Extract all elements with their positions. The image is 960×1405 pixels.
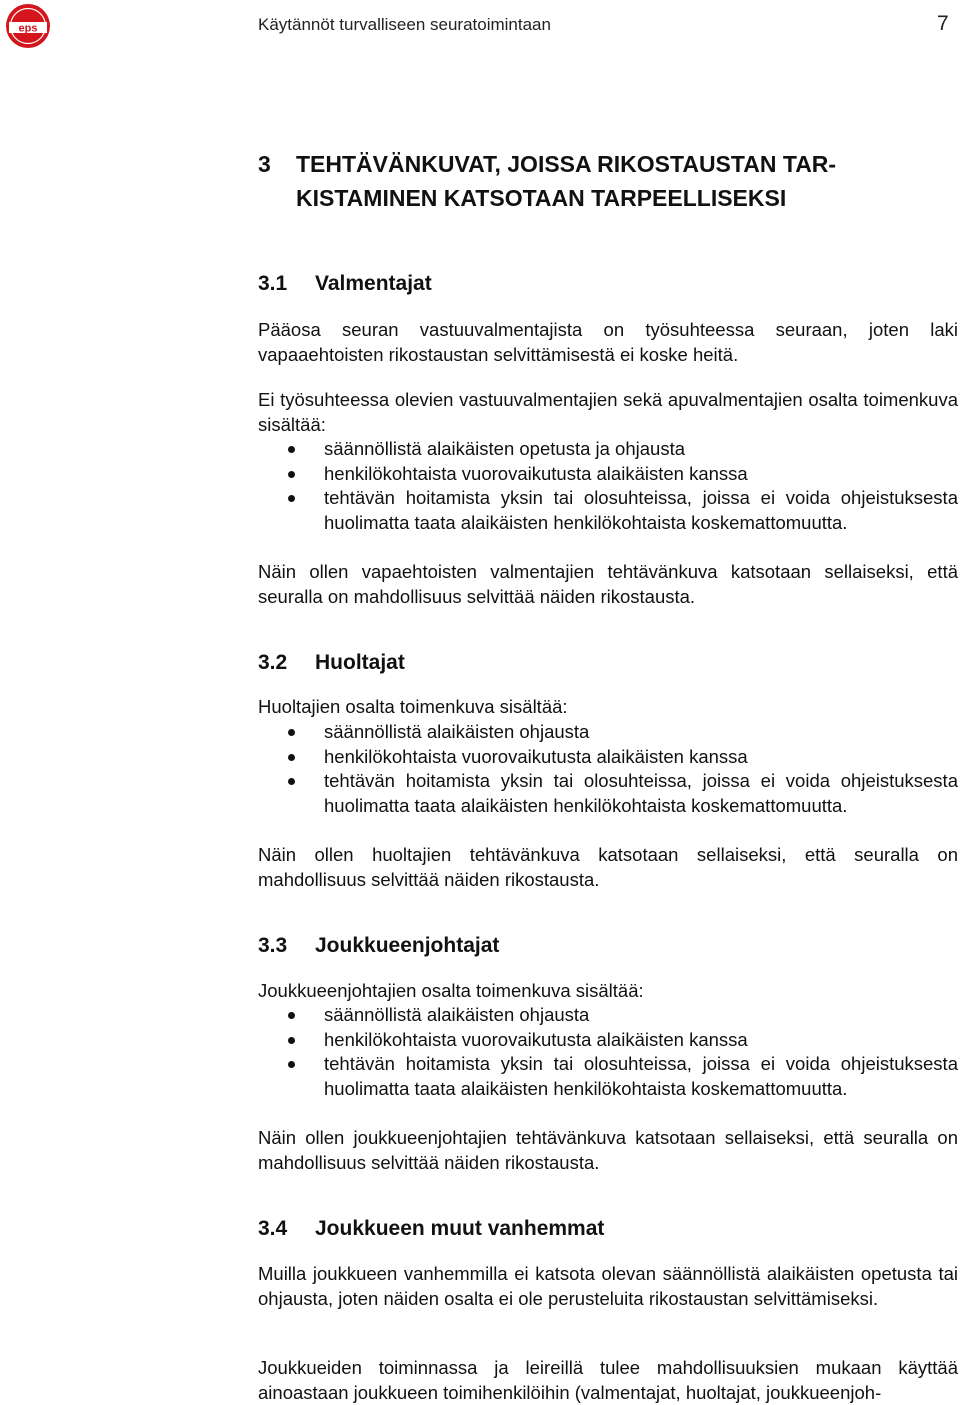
bullet-icon xyxy=(288,1012,295,1019)
bullet-list xyxy=(258,720,958,818)
paragraph: Pääosa seuran vastuuvalmentajista on työsuhteessa seuraan, joten laki vapaaehtoisten rikostaustan selvittämisestä ei koske heitä. xyxy=(258,319,958,365)
bullet-list xyxy=(258,437,958,535)
chapter-number: 3 xyxy=(258,151,271,177)
paragraph: Ei työsuhteessa olevien vastuuvalmentajien sekä apuvalmentajien osalta toimenkuva sisältää: xyxy=(258,389,958,435)
section-title: Huoltajat xyxy=(315,651,405,674)
bullet-icon xyxy=(288,1061,295,1068)
list-item: tehtävän hoitamista yksin tai olosuhteissa, joissa ei voida ohjeistuksesta huolimatta taata alaikäisten henkilökohtaista koskemattomuutta. xyxy=(258,486,958,535)
list-item: henkilökohtaista vuorovaikutusta alaikäisten kanssa xyxy=(258,745,958,770)
list-item: tehtävän hoitamista yksin tai olosuhteissa, joissa ei voida ohjeistuksesta huolimatta taata alaikäisten henkilökohtaista koskemattomuutta. xyxy=(258,769,958,818)
section-number: 3.4 xyxy=(258,1217,288,1240)
paragraph: Näin ollen huoltajien tehtävänkuva katsotaan sellaiseksi, että seuralla on mahdollisuus selvittää näiden rikostausta. xyxy=(258,844,958,890)
section-number: 3.2 xyxy=(258,651,288,674)
eps-club-logo-icon xyxy=(5,3,51,49)
section-title: Valmentajat xyxy=(315,272,432,295)
bullet-list xyxy=(258,1003,958,1101)
chapter-title: TEHTÄVÄNKUVAT, JOISSA RIKOSTAUSTAN TAR-KISTAMINEN KATSOTAAN TARPEELLISEKSI xyxy=(296,151,837,211)
bullet-icon xyxy=(288,446,295,453)
list-item: henkilökohtaista vuorovaikutusta alaikäisten kanssa xyxy=(258,1028,958,1053)
paragraph: Joukkueenjohtajien osalta toimenkuva sisältää: xyxy=(258,980,644,1001)
section-heading-3-4 xyxy=(258,1216,604,1242)
bullet-icon xyxy=(288,471,295,478)
bullet-icon xyxy=(288,778,295,785)
section-heading-3-2 xyxy=(258,650,405,676)
list-item: henkilökohtaista vuorovaikutusta alaikäisten kanssa xyxy=(258,462,958,487)
paragraph: Muilla joukkueen vanhemmilla ei katsota olevan säännöllistä alaikäisten opetusta tai ohjausta, joten näiden osalta ei ole perusteluita rikostaustan selvittämiseksi. xyxy=(258,1263,958,1309)
bullet-icon xyxy=(288,729,295,736)
list-item: säännöllistä alaikäisten ohjausta xyxy=(258,720,958,745)
running-header-title: Käytännöt turvalliseen seuratoimintaan xyxy=(258,15,551,34)
list-item: tehtävän hoitamista yksin tai olosuhteissa, joissa ei voida ohjeistuksesta huolimatta taata alaikäisten henkilökohtaista koskemattomuutta. xyxy=(258,1052,958,1101)
page-header xyxy=(0,0,960,56)
bullet-icon xyxy=(288,495,295,502)
section-number: 3.1 xyxy=(258,272,288,295)
paragraph: Joukkueiden toiminnassa ja leireillä tulee mahdollisuuksien mukaan käyttää ainoastaan joukkueen toimihenkilöihin (valmentajat, huoltajat, joukkueenjoh- xyxy=(258,1357,958,1403)
chapter-heading xyxy=(258,147,948,215)
paragraph: Huoltajien osalta toimenkuva sisältää: xyxy=(258,696,568,717)
list-item: säännöllistä alaikäisten ohjausta xyxy=(258,1003,958,1028)
svg-text:eps: eps xyxy=(18,22,38,35)
section-number: 3.3 xyxy=(258,934,288,957)
paragraph: Näin ollen joukkueenjohtajien tehtävänkuva katsotaan sellaiseksi, että seuralla on mahdollisuus selvittää näiden rikostausta. xyxy=(258,1127,958,1173)
section-heading-3-1 xyxy=(258,271,432,297)
section-title: Joukkueen muut vanhemmat xyxy=(315,1217,605,1240)
list-item: säännöllistä alaikäisten opetusta ja ohjausta xyxy=(258,437,958,462)
bullet-icon xyxy=(288,1037,295,1044)
section-heading-3-3 xyxy=(258,933,499,959)
paragraph: Näin ollen vapaehtoisten valmentajien tehtävänkuva katsotaan sellaiseksi, että seuralla on mahdollisuus selvittää näiden rikostausta. xyxy=(258,561,958,607)
section-title: Joukkueenjohtajat xyxy=(315,934,500,957)
page-number: 7 xyxy=(937,12,949,35)
bullet-icon xyxy=(288,754,295,761)
